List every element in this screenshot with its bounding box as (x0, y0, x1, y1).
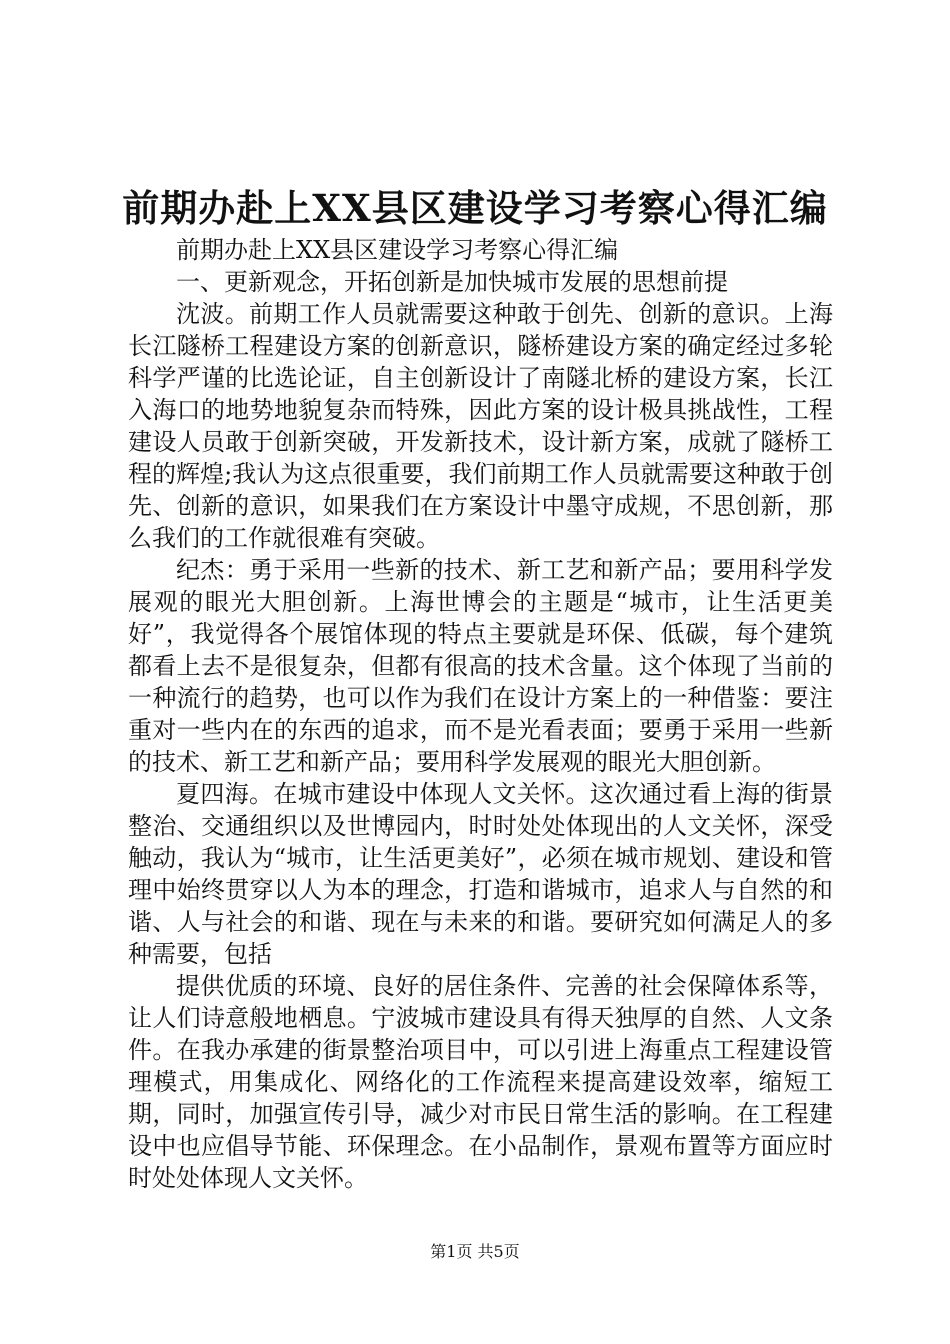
document-title: 前期办赴上XX县区建设学习考察心得汇编 (122, 186, 828, 230)
document-body (128, 234, 833, 1194)
body-paragraph: 提供优质的环境、良好的居住条件、完善的社会保障体系等，让人们诗意般地栖息。宁波城市建设具有得天独厚的自然、人文条件。在我办承建的街景整治项目中，可以引进上海重点工程建设管理模式，用集成化、网络化的工作流程来提高建设效率，缩短工期，同时，加强宣传引导，减少对市民日常生活的影响。在工程建设中也应倡导节能、环保理念。在小品制作，景观布置等方面应时时处处体现人文关怀。 (128, 972, 833, 1192)
body-paragraph: 纪杰：勇于采用一些新的技术、新工艺和新产品；要用科学发展观的眼光大胆创新。上海世博会的主题是“城市，让生活更美好”，我觉得各个展馆体现的特点主要就是环保、低碳，每个建筑都看上去不是很复杂，但都有很高的技术含量。这个体现了当前的一种流行的趋势，也可以作为我们在设计方案上的一种借鉴：要注重对一些内在的东西的追求，而不是光看表面；要勇于采用一些新的技术、新工艺和新产品；要用科学发展观的眼光大胆创新。 (128, 556, 833, 776)
section-heading: 一、更新观念，开拓创新是加快城市发展的思想前提 (176, 268, 728, 296)
body-paragraph: 前期办赴上XX县区建设学习考察心得汇编 (176, 236, 619, 264)
body-paragraph: 沈波。前期工作人员就需要这种敢于创先、创新的意识。上海长江隧桥工程建设方案的创新意识，隧桥建设方案的确定经过多轮科学严谨的比选论证，自主创新设计了南隧北桥的建设方案，长江入海口的地势地貌复杂而特殊，因此方案的设计极具挑战性，工程建设人员敢于创新突破，开发新技术，设计新方案，成就了隧桥工程的辉煌;我认为这点很重要，我们前期工作人员就需要这种敢于创先、创新的意识，如果我们在方案设计中墨守成规，不思创新，那么我们的工作就很难有突破。 (128, 300, 833, 552)
body-paragraph: 夏四海。在城市建设中体现人文关怀。这次通过看上海的街景整治、交通组织以及世博园内，时时处处体现出的人文关怀，深受触动，我认为“城市，让生活更美好”，必须在城市规划、建设和管理中始终贯穿以人为本的理念，打造和谐城市，追求人与自然的和谐、人与社会的和谐、现在与未来的和谐。要研究如何满足人的多种需要，包括 (128, 780, 833, 968)
page-number-footer: 第1页 共5页 (430, 1242, 520, 1261)
